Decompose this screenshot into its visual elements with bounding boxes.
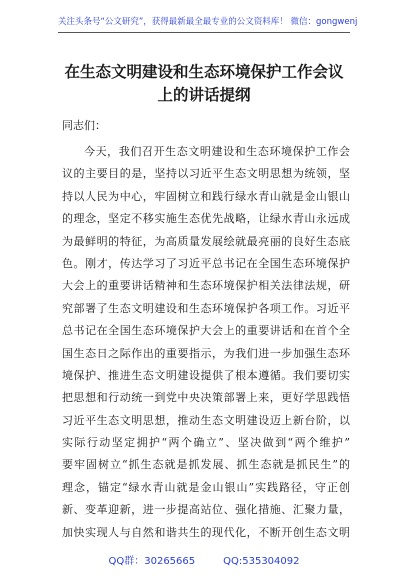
- body-line: 国生态日之际作出的重要指示，为我们进一步加强生态环: [62, 346, 350, 360]
- header-banner: [58, 10, 358, 33]
- body-line: 实际行动坚定拥护“两个确立”、坚决做到“两个维护”: [62, 436, 350, 450]
- footer: [0, 552, 408, 567]
- header-banner-text: 关注头条号“公文研究”，获得最新最全最专业的公文资料库！ 微信：gongwenj: [58, 17, 358, 27]
- body-line: 境保护、推进生态文明建设提供了根本遵循。我们要切实: [62, 368, 350, 382]
- body-line: 究部署了生态文明建设和生态环境保护各项工作。习近平: [62, 301, 350, 315]
- body-line: 的理念，坚定不移实施生态优先战略，让绿水青山永远成: [62, 212, 350, 226]
- body-line: 要牢固树立“抓生态就是抓发展、抓生态就是抓民生”的: [62, 458, 350, 472]
- body-line: 理念，锚定“绿水青山就是金山银山”实践路径，守正创: [62, 480, 350, 494]
- body-line: 把思想和行动统一到党中央决策部署上来，更好学思践悟: [62, 391, 350, 405]
- body-line: 新、变革迎新，进一步提高站位、强化措施、汇聚力量，: [62, 503, 350, 517]
- body-line: 持以人民为中心，牢固树立和践行绿水青山就是金山银山: [62, 189, 350, 203]
- document-title-line-1: 在生态文明建设和生态环境保护工作会议: [64, 63, 344, 81]
- body-line: 加快实现人与自然和谐共生的现代化，不断开创生态文明: [62, 525, 350, 539]
- body-line: 习近平生态文明思想，推动生态文明建设迈上新台阶，以: [62, 413, 350, 427]
- body-line: 总书记在全国生态环境保护大会上的重要讲话和在首个全: [62, 324, 350, 338]
- body-line: 色。刚才，传达学习了习近平总书记在全国生态环境保护: [62, 256, 350, 270]
- body-line: 今天，我们召开生态文明建设和生态环境保护工作会: [84, 145, 350, 158]
- body-text: [62, 141, 350, 544]
- footer-qq-group: QQ群：30265665: [108, 556, 196, 567]
- body-line: 议的主要目的是，坚持以习近平生态文明思想为统领，坚: [62, 167, 350, 181]
- salutation: 同志们：: [62, 119, 106, 132]
- document-title-line-2: 上的讲话提纲: [157, 86, 251, 104]
- body-line: 大会上的重要讲话精神和生态环境保护相关法律法规，研: [62, 279, 350, 293]
- body-line: 为最鲜明的特征，为高质量发展绘就最亮丽的良好生态底: [62, 234, 350, 248]
- footer-qq: QQ:535304092: [223, 556, 300, 567]
